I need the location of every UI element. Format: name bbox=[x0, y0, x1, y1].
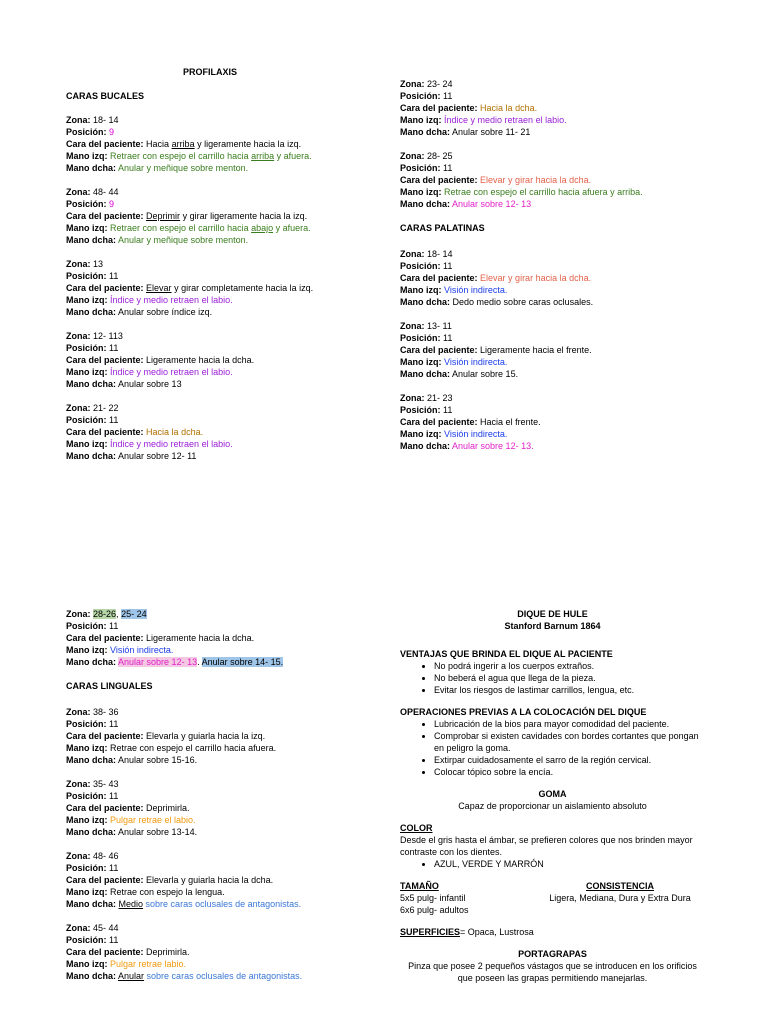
posicion-label: Posición: bbox=[400, 261, 441, 271]
dcha-label: Mano dcha: bbox=[66, 235, 117, 245]
cara-label: Cara del paciente: bbox=[66, 427, 144, 437]
entry-block bbox=[400, 78, 720, 138]
posicion-value: 11 bbox=[109, 343, 119, 353]
izq-text: Retrae con espejo la lengua. bbox=[110, 887, 225, 897]
zona-value: 28- 25 bbox=[427, 151, 453, 161]
entry-block bbox=[66, 258, 366, 318]
izq-label: Mano izq: bbox=[66, 367, 108, 377]
dcha-text: sobre caras oclusales de antagonistas. bbox=[144, 971, 303, 981]
izq-text: Visión indirecta. bbox=[444, 285, 508, 295]
posicion-label: Posición: bbox=[66, 935, 107, 945]
entry-block bbox=[400, 320, 720, 380]
cara-label: Cara del paciente: bbox=[66, 633, 144, 643]
list-item: • Evitar los riesgos de lastimar carrillos, lengua, etc. bbox=[434, 684, 705, 696]
zona-value: 13 bbox=[93, 259, 104, 269]
dique-title: DIQUE DE HULE bbox=[517, 609, 588, 619]
zona-value-highlighted: 28-26 bbox=[93, 609, 117, 619]
posicion-value: 11 bbox=[109, 415, 119, 425]
dcha-label: Mano dcha: bbox=[400, 127, 451, 137]
entry-block bbox=[66, 778, 386, 838]
entry-block bbox=[66, 114, 366, 174]
zona-value: 23- 24 bbox=[427, 79, 453, 89]
zona-label: Zona: bbox=[66, 609, 91, 619]
posicion-label: Posición: bbox=[66, 863, 107, 873]
dcha-text: Anular sobre 12- 13 bbox=[452, 199, 532, 209]
posicion-value: 11 bbox=[109, 935, 119, 945]
dique-subtitle: Stanford Barnum 1864 bbox=[504, 621, 601, 631]
zona-label: Zona: bbox=[66, 187, 91, 197]
dcha-text-highlighted: Anular sobre 14- 15. bbox=[201, 657, 284, 667]
zona-value: 38- 36 bbox=[93, 707, 119, 717]
cara-text: Hacia bbox=[146, 139, 172, 149]
tamano-line: 6x6 pulg- adultos bbox=[400, 905, 469, 915]
zona-label: Zona: bbox=[400, 393, 425, 403]
dcha-text: Anular sobre 13 bbox=[118, 379, 182, 389]
dcha-label: Mano dcha: bbox=[66, 379, 117, 389]
dcha-label: Mano dcha: bbox=[400, 199, 451, 209]
posicion-label: Posición: bbox=[400, 333, 441, 343]
cara-underlined: Elevar bbox=[146, 283, 172, 293]
color-list bbox=[400, 858, 705, 870]
tamano-heading: TAMAÑO bbox=[400, 881, 439, 891]
zona-label: Zona: bbox=[66, 923, 91, 933]
consistencia-text: Ligera, Mediana, Dura y Extra Dura bbox=[549, 893, 691, 903]
zona-label: Zona: bbox=[66, 707, 91, 717]
entry-block bbox=[66, 922, 386, 982]
izq-label: Mano izq: bbox=[400, 187, 442, 197]
posicion-value: 11 bbox=[109, 271, 119, 281]
list-item: • Extirpar cuidadosamente el sarro de la región cervical. bbox=[434, 754, 705, 766]
cara-text: Elevar y girar hacia la dcha. bbox=[480, 273, 592, 283]
zona-value: 21- 22 bbox=[93, 403, 119, 413]
posicion-label: Posición: bbox=[66, 127, 107, 137]
bottom-right-column bbox=[400, 608, 705, 984]
cara-label: Cara del paciente: bbox=[400, 345, 478, 355]
izq-text: Índice y medio retraen el labio. bbox=[110, 295, 233, 305]
izq-label: Mano izq: bbox=[400, 285, 442, 295]
izq-text: y afuera. bbox=[273, 223, 311, 233]
zona-label: Zona: bbox=[400, 151, 425, 161]
color-heading: COLOR bbox=[400, 823, 433, 833]
entry-block bbox=[66, 706, 386, 766]
dcha-label: Mano dcha: bbox=[400, 441, 451, 451]
izq-text: Pulgar retrae el labio. bbox=[110, 815, 196, 825]
bottom-left-column bbox=[66, 608, 386, 994]
tamano-consistencia-row bbox=[400, 880, 705, 916]
dcha-label: Mano dcha: bbox=[66, 755, 117, 765]
cara-text: Ligeramente hacia la dcha. bbox=[146, 355, 255, 365]
dcha-text: Anular sobre índice izq. bbox=[118, 307, 213, 317]
izq-label: Mano izq: bbox=[66, 439, 108, 449]
cara-text: Ligeramente hacia la dcha. bbox=[146, 633, 255, 643]
posicion-value: 11 bbox=[443, 163, 453, 173]
entry-block bbox=[66, 330, 366, 390]
cara-text: Hacia la dcha. bbox=[146, 427, 204, 437]
izq-text: Visión indirecta. bbox=[444, 429, 508, 439]
izq-text: Pulgar retrae labio. bbox=[110, 959, 187, 969]
izq-text: Índice y medio retraen el labio. bbox=[444, 115, 567, 125]
izq-text: Retrae con espejo el carrillo hacia afuera. bbox=[110, 743, 277, 753]
izq-text: Retraer con espejo el carrillo hacia bbox=[110, 223, 252, 233]
cara-text: y girar ligeramente hacia la izq. bbox=[180, 211, 308, 221]
dcha-text: Anular sobre 12- 13. bbox=[452, 441, 534, 451]
zona-value: 21- 23 bbox=[427, 393, 453, 403]
dcha-text: Anular sobre 15. bbox=[452, 369, 519, 379]
zona-value: 12- 113 bbox=[93, 331, 123, 341]
tamano-line: 5x5 pulg- infantil bbox=[400, 893, 466, 903]
posicion-label: Posición: bbox=[66, 343, 107, 353]
list-item: • Colocar tópico sobre la encía. bbox=[434, 766, 705, 778]
posicion-value: 11 bbox=[443, 333, 453, 343]
entry-block bbox=[400, 248, 720, 308]
izq-label: Mano izq: bbox=[66, 815, 108, 825]
list-item: • No beberá el agua que llega de la pieza. bbox=[434, 672, 705, 684]
posicion-value: 11 bbox=[443, 405, 453, 415]
dcha-label: Mano dcha: bbox=[400, 369, 451, 379]
dcha-text: Anular sobre 12- 11 bbox=[118, 451, 197, 461]
zona-label: Zona: bbox=[400, 79, 425, 89]
dcha-text: Anular sobre 15-16. bbox=[118, 755, 198, 765]
izq-text: y afuera. bbox=[274, 151, 312, 161]
operaciones-heading: OPERACIONES PREVIAS A LA COLOCACIÓN DEL DIQUE bbox=[400, 707, 647, 717]
izq-label: Mano izq: bbox=[400, 429, 442, 439]
color-text: Desde el gris hasta el ámbar, se prefieren colores que nos brinden mayor contraste con los dientes. bbox=[400, 835, 693, 857]
cara-label: Cara del paciente: bbox=[66, 875, 144, 885]
zona-label: Zona: bbox=[66, 259, 91, 269]
cara-text: Ligeramente hacia el frente. bbox=[480, 345, 592, 355]
posicion-label: Posición: bbox=[66, 791, 107, 801]
cara-text: Hacia la dcha. bbox=[480, 103, 538, 113]
zona-label: Zona: bbox=[66, 403, 91, 413]
dcha-text: sobre caras oclusales de antagonistas. bbox=[143, 899, 302, 909]
dcha-text: Anular sobre 13-14. bbox=[118, 827, 198, 837]
izq-label: Mano izq: bbox=[66, 743, 108, 753]
izq-text: Retrae con espejo el carrillo hacia afuera y arriba. bbox=[444, 187, 643, 197]
zona-value: 35- 43 bbox=[93, 779, 119, 789]
portagrapas-text: Pinza que posee 2 pequeños vástagos que se introducen en los orificios que poseen las grapas permitiendo manejarlas. bbox=[408, 961, 697, 983]
list-item: • AZUL, VERDE Y MARRÓN bbox=[434, 858, 705, 870]
consistencia-block bbox=[530, 880, 710, 904]
dcha-underlined: Medio bbox=[118, 899, 144, 909]
entry-block bbox=[400, 150, 720, 210]
cara-label: Cara del paciente: bbox=[66, 731, 144, 741]
zona-label: Zona: bbox=[400, 321, 425, 331]
entry-block bbox=[66, 608, 386, 668]
posicion-value: 9 bbox=[109, 199, 115, 209]
zona-value-highlighted: 25- 24 bbox=[121, 609, 147, 619]
posicion-label: Posición: bbox=[66, 199, 107, 209]
tamano-block bbox=[400, 880, 469, 916]
dcha-label: Mano dcha: bbox=[66, 899, 117, 909]
posicion-value: 11 bbox=[109, 791, 119, 801]
dcha-text: Anular sobre 11- 21 bbox=[452, 127, 531, 137]
posicion-label: Posición: bbox=[66, 621, 107, 631]
cara-text: Elevarla y guiarla hacia la izq. bbox=[146, 731, 266, 741]
dcha-label: Mano dcha: bbox=[66, 163, 117, 173]
zona-label: Zona: bbox=[66, 331, 91, 341]
posicion-label: Posición: bbox=[66, 415, 107, 425]
entry-block bbox=[400, 392, 720, 452]
dcha-label: Mano dcha: bbox=[66, 451, 117, 461]
cara-label: Cara del paciente: bbox=[66, 283, 144, 293]
top-right-column bbox=[400, 78, 720, 464]
top-left-column bbox=[66, 66, 366, 474]
izq-text: Índice y medio retraen el labio. bbox=[110, 367, 233, 377]
zona-value: 45- 44 bbox=[93, 923, 119, 933]
zona-value: 48- 44 bbox=[93, 187, 119, 197]
zona-label: Zona: bbox=[66, 779, 91, 789]
cara-label: Cara del paciente: bbox=[66, 947, 144, 957]
cara-label: Cara del paciente: bbox=[66, 803, 144, 813]
dcha-separator: . bbox=[197, 657, 202, 667]
posicion-value: 11 bbox=[443, 91, 453, 101]
zona-label: Zona: bbox=[66, 115, 91, 125]
list-item: • Comprobar si existen cavidades con bordes cortantes que pongan en peligro la goma. bbox=[434, 730, 705, 754]
cara-text: y ligeramente hacia la izq. bbox=[194, 139, 302, 149]
izq-label: Mano izq: bbox=[66, 295, 108, 305]
izq-text: Índice y medio retraen el labio. bbox=[110, 439, 233, 449]
zona-label: Zona: bbox=[66, 851, 91, 861]
posicion-value: 9 bbox=[109, 127, 115, 137]
dcha-label: Mano dcha: bbox=[66, 971, 117, 981]
izq-text: Retraer con espejo el carrillo hacia bbox=[110, 151, 252, 161]
posicion-label: Posición: bbox=[66, 271, 107, 281]
izq-label: Mano izq: bbox=[400, 115, 442, 125]
superficies-heading: SUPERFICIES bbox=[400, 927, 461, 937]
posicion-value: 11 bbox=[109, 621, 119, 631]
dcha-label: Mano dcha: bbox=[66, 827, 117, 837]
izq-label: Mano izq: bbox=[66, 151, 108, 161]
superficies-text: = Opaca, Lustrosa bbox=[460, 927, 534, 937]
izq-text: Visión indirecta. bbox=[444, 357, 508, 367]
izq-underlined: abajo bbox=[251, 223, 274, 233]
list-item: • Lubricación de la bios para mayor comodidad del paciente. bbox=[434, 718, 705, 730]
zona-value: 48- 46 bbox=[93, 851, 119, 861]
operaciones-list bbox=[400, 718, 705, 778]
cara-label: Cara del paciente: bbox=[400, 175, 478, 185]
entry-block bbox=[66, 850, 386, 910]
caras-linguales-heading: CARAS LINGUALES bbox=[66, 681, 153, 691]
portagrapas-heading: PORTAGRAPAS bbox=[518, 949, 587, 959]
izq-underlined: arriba bbox=[251, 151, 275, 161]
cara-label: Cara del paciente: bbox=[400, 417, 478, 427]
dcha-underlined: Anular bbox=[118, 971, 145, 981]
zona-label: Zona: bbox=[400, 249, 425, 259]
cara-text: Elevarla y guiarla hacia la dcha. bbox=[146, 875, 274, 885]
posicion-value: 11 bbox=[109, 863, 119, 873]
profilaxis-title: PROFILAXIS bbox=[182, 67, 237, 77]
zona-value: 18- 14 bbox=[427, 249, 453, 259]
posicion-label: Posición: bbox=[400, 163, 441, 173]
posicion-value: 11 bbox=[443, 261, 453, 271]
cara-text: Hacia el frente. bbox=[480, 417, 541, 427]
entry-block bbox=[66, 402, 366, 462]
cara-label: Cara del paciente: bbox=[66, 139, 144, 149]
cara-text: Deprimirla. bbox=[146, 803, 190, 813]
consistencia-heading: CONSISTENCIA bbox=[585, 881, 654, 891]
izq-label: Mano izq: bbox=[66, 223, 108, 233]
dcha-label: Mano dcha: bbox=[66, 657, 117, 667]
izq-text: Visión indirecta. bbox=[110, 645, 174, 655]
dcha-label: Mano dcha: bbox=[66, 307, 117, 317]
dcha-label: Mano dcha: bbox=[400, 297, 451, 307]
posicion-label: Posición: bbox=[400, 91, 441, 101]
posicion-label: Posición: bbox=[400, 405, 441, 415]
izq-label: Mano izq: bbox=[66, 959, 108, 969]
dcha-text: Anular y meñique sobre menton. bbox=[118, 235, 249, 245]
posicion-value: 11 bbox=[109, 719, 119, 729]
izq-label: Mano izq: bbox=[400, 357, 442, 367]
zona-value: 13- 11 bbox=[427, 321, 452, 331]
dcha-text: Anular y meñique sobre menton. bbox=[118, 163, 249, 173]
cara-label: Cara del paciente: bbox=[400, 273, 478, 283]
cara-underlined: Deprimir bbox=[146, 211, 181, 221]
izq-label: Mano izq: bbox=[66, 645, 108, 655]
superficies-line bbox=[400, 926, 705, 938]
zona-value: 18- 14 bbox=[93, 115, 119, 125]
cara-text: Elevar y girar hacia la dcha. bbox=[480, 175, 592, 185]
ventajas-list bbox=[400, 660, 705, 696]
goma-text: Capaz de proporcionar un aislamiento absoluto bbox=[458, 801, 647, 811]
ventajas-heading: VENTAJAS QUE BRINDA EL DIQUE AL PACIENTE bbox=[400, 649, 613, 659]
goma-heading: GOMA bbox=[538, 789, 567, 799]
cara-text: Deprimirla. bbox=[146, 947, 190, 957]
dcha-text: Dedo medio sobre caras oclusales. bbox=[452, 297, 594, 307]
caras-palatinas-heading: CARAS PALATINAS bbox=[400, 223, 485, 233]
dcha-text-highlighted: Anular sobre 12- 13 bbox=[118, 657, 198, 667]
izq-label: Mano izq: bbox=[66, 887, 108, 897]
list-item: • No podrá ingerir a los cuerpos extraños. bbox=[434, 660, 705, 672]
entry-block bbox=[66, 186, 366, 246]
cara-label: Cara del paciente: bbox=[66, 355, 144, 365]
zona-separator: , bbox=[116, 609, 122, 619]
cara-label: Cara del paciente: bbox=[66, 211, 144, 221]
cara-label: Cara del paciente: bbox=[400, 103, 478, 113]
cara-text: y girar completamente hacia la izq. bbox=[171, 283, 314, 293]
cara-underlined: arriba bbox=[171, 139, 195, 149]
caras-bucales-heading: CARAS BUCALES bbox=[66, 91, 145, 101]
posicion-label: Posición: bbox=[66, 719, 107, 729]
